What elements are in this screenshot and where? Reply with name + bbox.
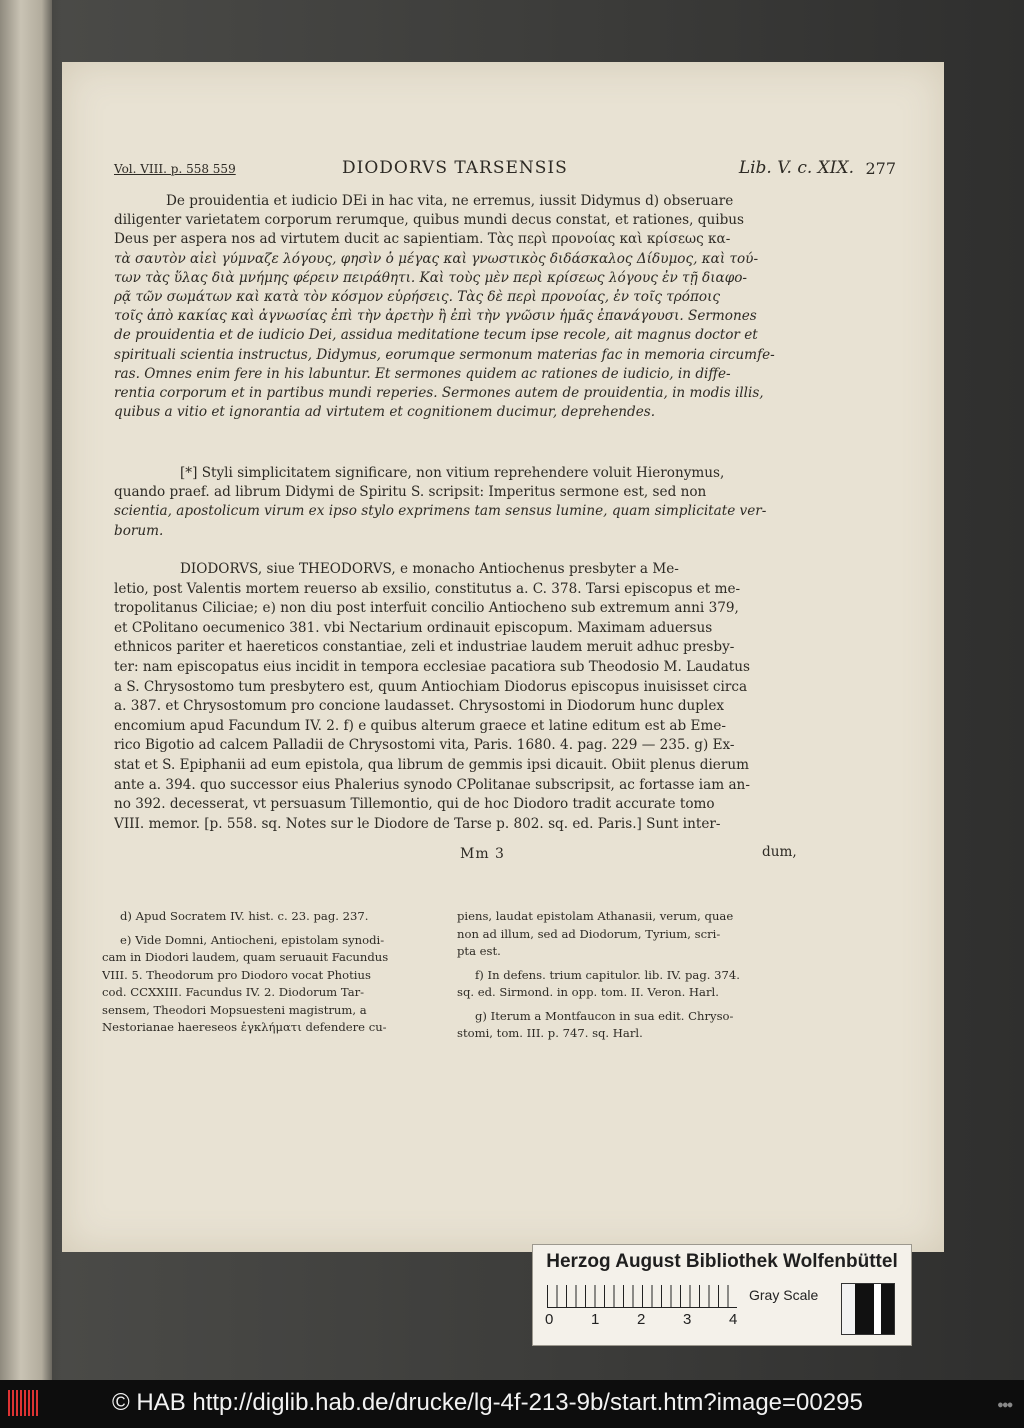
- text-line: a S. Chrysostomo tum presbytero est, quum Antiochiam Diodorus episcopus inuisisset circa: [114, 678, 748, 695]
- text-line: no 392. decesserat, vt persuasum Tillemontio, qui de hoc Diodoro tradit accurate tomo: [114, 796, 715, 813]
- catchword: dum,: [762, 844, 797, 860]
- dots-icon: ●●●: [998, 1400, 1013, 1409]
- text-line: ρᾷ τῶν σωμάτων καὶ κατὰ τὸν κόσμον εὑρήσεις. Τὰς δὲ περὶ προνοίας, ἐν τοῖς τρόποις: [114, 289, 721, 306]
- footnote-line: cod. CCXXIII. Facundus IV. 2. Diodorum Tar-: [102, 985, 365, 999]
- library-color-card: [532, 1244, 912, 1346]
- signature-mark: Mm 3: [460, 846, 505, 862]
- text-line: letio, post Valentis mortem reuerso ab exsilio, constitutus a. C. 378. Tarsi episcopus et me-: [114, 580, 741, 597]
- text-line: a. 387. et Chrysostomum pro concione laudasset. Chrysostomi in Diodorum hunc duplex: [114, 698, 725, 715]
- text-line: encomium apud Facundum IV. 2. f) e quibus alterum graece et latine editum est ab Eme-: [114, 717, 726, 734]
- text-line: diligenter varietatem corporum rerumque, quibus mundi decus constat, et rationes, quibus: [114, 212, 745, 229]
- paragraph-style-note: [114, 464, 846, 541]
- footnotes-right-column: [457, 908, 795, 1049]
- footnote-line: Nestorianae haereseos ἐγκλήματι defendere cu-: [102, 1020, 387, 1034]
- scale-number: 1: [591, 1311, 600, 1328]
- hab-logo-icon: [8, 1390, 38, 1416]
- previous-page-edge: [0, 0, 52, 1380]
- text-line: ante a. 394. quo successor eius Phalerius synodo CPolitanae subscripsit, ac fortasse iam an-: [114, 776, 750, 793]
- footnote-e: [102, 932, 462, 1037]
- text-line: των τὰς ὕλας διὰ μνήμης φέρειν πειράθητι. Καὶ τοὺς μὲν περὶ κρίσεως λόγους ἐν τῇ διαφο-: [114, 269, 748, 286]
- text-line: ethnicos pariter et haereticos constantiae, zeli et industriae laudem meruit adhuc presby-: [114, 639, 735, 656]
- text-line: rentia corporum et in partibus mundi reperies. Sermones autem de prouidentia, in modis illis,: [114, 385, 764, 402]
- text-line: τοῖς ἀπὸ κακίας καὶ ἀγνωσίας ἐπὶ τὴν ἀρετὴν ἢ ἐπὶ τὴν γνῶσιν ἡμᾶς ἐπανάγουσι. Sermones: [114, 308, 757, 325]
- footnote-d: [102, 908, 462, 926]
- text-line: spirituali scientia instructus, Didymus, eorumque sermonum materias fac in memoria circumfe-: [114, 346, 775, 363]
- footnote-line: e) Vide Domni, Antiocheni, epistolam synodi-: [120, 932, 385, 947]
- volume-reference: Vol. VIII. p. 558 559: [114, 162, 236, 176]
- copyright-url: © HAB http://diglib.hab.de/drucke/lg-4f-213-9b/start.htm?image=00295: [112, 1389, 863, 1416]
- footnote-line: sensem, Theodori Mopsuesteni magistrum, a: [102, 1002, 367, 1017]
- text-line: borum.: [114, 522, 164, 539]
- footnote-line: sq. ed. Sirmond. in opp. tom. II. Veron. Harl.: [457, 985, 719, 999]
- text-line: De prouidentia et iudicio DEi in hac vita, ne erremus, iussit Didymus d) obseruare: [166, 193, 734, 209]
- running-title: DIODORVS TARSENSIS: [342, 158, 568, 178]
- footnote-line: VIII. 5. Theodorum pro Diodoro vocat Photius: [102, 967, 371, 982]
- footnote-f: [457, 967, 795, 1002]
- footnote-line: piens, laudat epistolam Athanasii, verum, quae: [457, 909, 734, 923]
- scale-number: 2: [637, 1311, 646, 1328]
- scale-number: 4: [729, 1311, 738, 1328]
- footnote-e-continued: [457, 908, 795, 961]
- scale-number: 0: [545, 1311, 554, 1328]
- ruler-scale: [547, 1285, 737, 1308]
- footer-bar: [0, 1380, 1024, 1428]
- page-number: 277: [865, 159, 896, 178]
- running-head: [114, 158, 896, 184]
- footnote-line: stomi, tom. III. p. 747. sq. Harl.: [457, 1026, 643, 1040]
- footnote-line: non ad illum, sed ad Diodorum, Tyrium, scri-: [457, 926, 721, 941]
- text-line: scientia, apostolicum virum ex ipso stylo exprimens tam sensus lumine, quam simplicitate ver-: [114, 503, 767, 520]
- gray-scale-patch: [841, 1283, 895, 1335]
- gray-scale-label: Gray Scale: [749, 1287, 819, 1303]
- text-line: stat et S. Epiphanii ad eum epistola, qua librum de gemmis ipsi dicauit. Obiit plenus dierum: [114, 756, 749, 773]
- footnote-line: d) Apud Socratem IV. hist. c. 23. pag. 237.: [120, 909, 369, 923]
- text-line: Deus per aspera nos ad virtutem ducit ac sapientiam. Τὰς περὶ προνοίας καὶ κρίσεως κα-: [114, 231, 731, 248]
- text-line: quibus a vitio et ignorantia ad virtutem et cognitionem ducimur, deprehendes.: [114, 404, 656, 421]
- text-line: VIII. memor. [p. 558. sq. Notes sur le Diodore de Tarse p. 802. sq. ed. Paris.] Sunt inter-: [114, 815, 721, 832]
- footnote-line: g) Iterum a Montfaucon in sua edit. Chryso-: [475, 1008, 734, 1023]
- footnote-line: f) In defens. trium capitulor. lib. IV. pag. 374.: [475, 967, 740, 982]
- library-name: Herzog August Bibliothek Wolfenbüttel: [546, 1251, 898, 1272]
- text-line: rico Bigotio ad calcem Palladii de Chrysostomi vita, Paris. 1680. 4. pag. 229 — 235. g) Ex-: [114, 737, 735, 754]
- text-line: DIODORVS, siue THEODORVS, e monacho Antiochenus presbyter a Me-: [180, 561, 679, 577]
- text-line: tropolitanus Ciliciae; e) non diu post interfuit concilio Antiocheno sub extremum anni 379,: [114, 600, 739, 617]
- footnotes-left-column: [102, 908, 462, 1043]
- paragraph-diodorus: [114, 560, 846, 834]
- text-line: et CPolitano oecumenico 381. vbi Nectarium ordinauit episcopum. Maximam aduersus: [114, 619, 713, 636]
- text-line: de prouidentia et de iudicio Dei, assidua meditatione tecum ipse recole, ait magnus doctor et: [114, 327, 758, 344]
- text-line: ter: nam episcopatus eius incidit in tempora ecclesiae pacatiora sub Theodosio M. Laudatus: [114, 658, 751, 675]
- text-line: quando praef. ad librum Didymi de Spiritu S. scripsit: Imperitus sermone est, sed non: [114, 484, 707, 501]
- paragraph-didymus-quote: [114, 192, 846, 422]
- text-line: ras. Omnes enim fere in his labuntur. Et sermones quidem ac rationes de iudicio, in diffe-: [114, 365, 731, 382]
- footnote-g: [457, 1008, 795, 1043]
- book-page: [62, 62, 944, 1252]
- scale-number: 3: [683, 1311, 692, 1328]
- text-line: τὰ σαυτὸν αἰεὶ γύμναζε λόγους, φησὶν ὁ μέγας καὶ γνωστικὸς διδάσκαλος Δίδυμος, καὶ τού-: [114, 250, 759, 267]
- footnote-line: pta est.: [457, 944, 501, 958]
- book-chapter-reference: Lib. V. c. XIX.: [738, 158, 854, 178]
- footnote-line: cam in Diodori laudem, quam seruauit Facundus: [102, 950, 389, 964]
- text-line: [*] Styli simplicitatem significare, non vitium reprehendere voluit Hieronymus,: [180, 465, 725, 481]
